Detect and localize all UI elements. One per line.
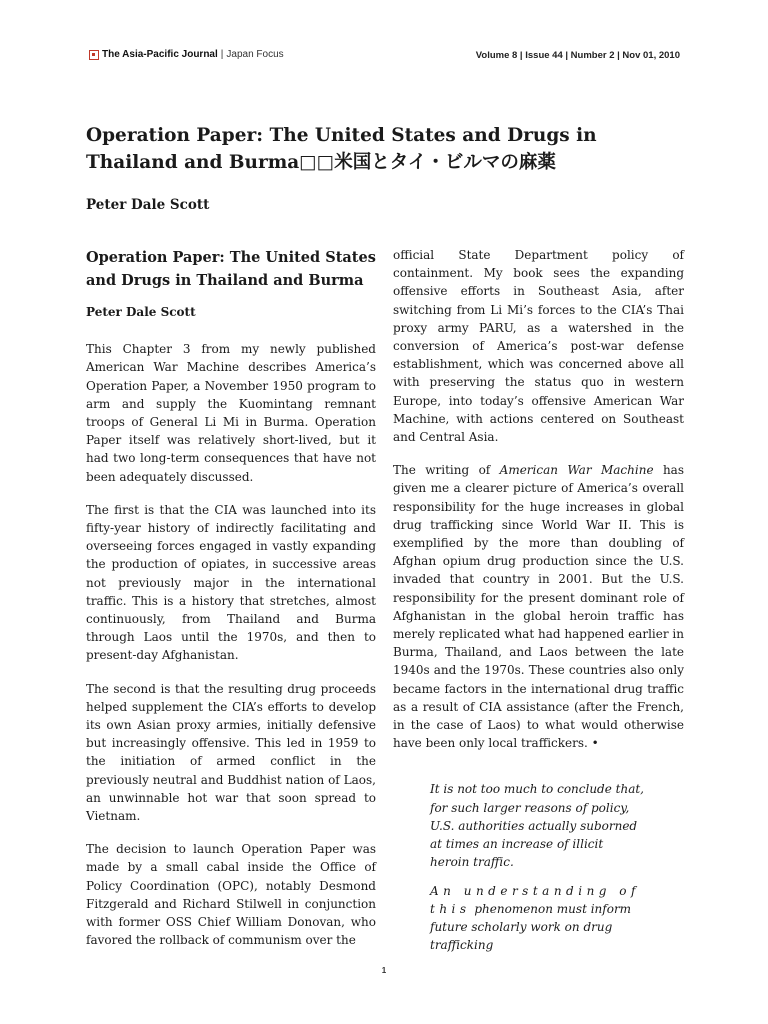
paragraph: This Chapter 3 from my newly published American War Machine describes America’s Operation Paper, a November 1950 program to arm and supply the Kuomintang remnant troops of General Li Mi in Burma. Operation Paper itself was relatively short-lived, but it had two long-term consequences that have not been adequately discussed. xyxy=(86,342,376,484)
paragraph-lead: The writing of xyxy=(393,463,500,478)
header-separator: | xyxy=(220,49,224,60)
paragraph: The first is that the CIA was launched into its fifty-year history of indirectly facilitating and overseeing forces engaged in vastly expanding the production of opiates, in successive areas not previously major in the international traffic. This is a history that stretches, almost continuously, from Thailand and Burma through Laos until the 1970s, and then to present-day Afghanistan. xyxy=(86,502,376,663)
article-author: Peter Dale Scott xyxy=(86,197,210,213)
journal-logo-icon xyxy=(89,50,99,60)
paragraph: official State Department policy of containment. My book sees the expanding offensive efforts in Southeast Asia, after switching from Li Mi’s forces to the CIA’s Thai proxy army PARU, as a watershed in the conversion of America’s post-war defense establishment, which was concerned above all with preserving the status quo in western Europe, into today’s offensive American War Machine, with actions centered on Southeast and Central Asia. xyxy=(393,248,684,445)
right-column xyxy=(393,246,684,964)
book-title: American War Machine xyxy=(499,463,654,478)
paragraph: The second is that the resulting drug proceeds helped supplement the CIA’s efforts to develop its own Asian proxy armies, initially defensive but increasingly offensive. This led in 1959 to the initiation of armed conflict in the previously neutral and Buddhist nation of Laos, an unwinnable hot war that soon spread to Vietnam. xyxy=(86,681,376,824)
issue-info: Volume 8 | Issue 44 | Number 2 | Nov 01, 2010 xyxy=(475,50,680,61)
pull-quote-text: It is not too much to conclude that, for such larger reasons of policy, U.S. authorities actually suborned at times an increase of illicit heroin traffic. xyxy=(430,782,644,870)
paragraph-rest: has given me a clearer picture of America’s overall responsibility for the huge increases in global drug trafficking since World War II. This is exemplified by the more than doubling of Afghan opium drug production since the U.S. invaded that country in 2001. But the U.S. responsibility for the present dominant role of Afghanistan in the global heroin traffic has merely replicated what had happened earlier in Burma, Thailand, and Laos between the late 1940s and the 1970s. These countries also only became factors in the international drug traffic as a result of CIA assistance (after the French, in the case of Laos) to what would otherwise have been only local traffickers. • xyxy=(393,463,684,751)
journal-name[interactable]: The Asia-Pacific Journal xyxy=(102,49,218,60)
page-number: 1 xyxy=(381,966,387,975)
column-author: Peter Dale Scott xyxy=(86,305,196,319)
pull-quote xyxy=(430,780,644,954)
journal-header xyxy=(89,49,284,60)
article-title: Operation Paper: The United States and Drugs in Thailand and Burma□□米国とタイ・ビルマの麻薬 xyxy=(86,125,597,173)
column-title: Operation Paper: The United States and Drugs in Thailand and Burma xyxy=(86,249,376,289)
pull-quote-spaced-line: An understanding of this xyxy=(430,883,640,916)
left-column xyxy=(86,246,376,965)
journal-subtitle: Japan Focus xyxy=(226,49,284,60)
pull-quote-text: An understanding of this phenomenon must inform future scholarly work on drug trafficking xyxy=(430,883,640,953)
paragraph: The decision to launch Operation Paper was made by a small cabal inside the Office of Policy Coordination (OPC), notably Desmond Fitzgerald and Richard Stilwell in conjunction with former OSS Chief William Donovan, who favored the rollback of communism over the xyxy=(86,842,376,948)
paragraph xyxy=(393,461,684,752)
